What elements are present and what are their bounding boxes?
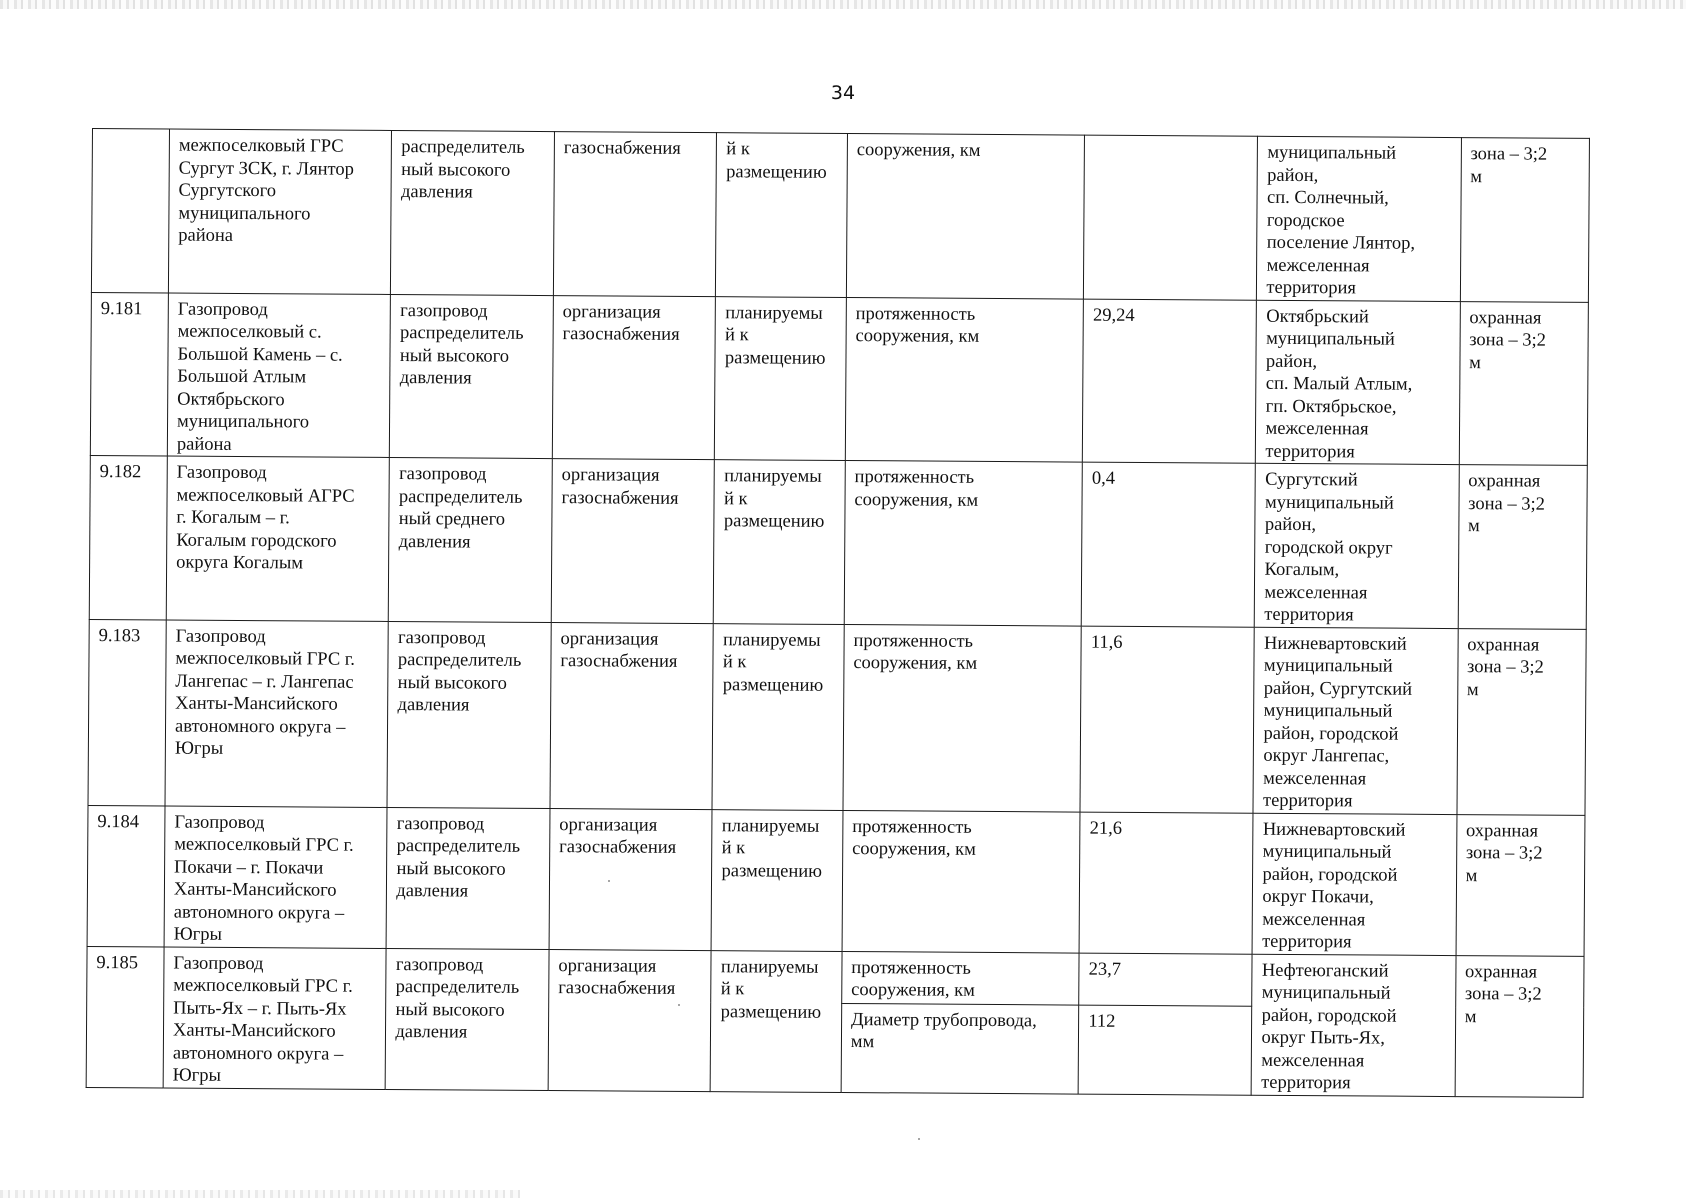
- location-line: округ Покачи,: [1262, 886, 1374, 908]
- location-line: Нижневартовский: [1264, 633, 1407, 655]
- characteristic-line: протяженность: [851, 957, 971, 979]
- object-name-line: Югры: [173, 924, 222, 945]
- status-line: й к: [721, 838, 746, 859]
- protection-zone-line: охранная: [1465, 820, 1539, 842]
- characteristic-line: сооружения, км: [853, 653, 978, 674]
- object-name-line: г. Когалым – г.: [176, 507, 290, 529]
- protection-zone-line: м: [1464, 1006, 1477, 1027]
- protection-zone-line: охранная: [1467, 634, 1540, 656]
- location-line: межселенная: [1265, 418, 1369, 440]
- location-line: Когалым,: [1264, 559, 1340, 581]
- object-type-line: распределитель: [398, 486, 523, 508]
- characteristic-cell: [842, 810, 1080, 953]
- location-line: муниципальный: [1266, 328, 1395, 350]
- location-line: городское: [1266, 210, 1345, 231]
- protection-zone-cell: [1458, 465, 1587, 629]
- protection-zone-line: м: [1470, 166, 1483, 187]
- status-cell: [712, 623, 844, 810]
- object-name-cell: [168, 129, 391, 294]
- location-line: поселение Лянтор,: [1266, 232, 1416, 254]
- table-row: [88, 619, 1586, 815]
- table-row: [89, 455, 1587, 628]
- location-line: район, городской: [1262, 864, 1398, 886]
- object-type-line: газопровод: [395, 954, 484, 976]
- location-line: сп. Малый Атлым,: [1265, 373, 1413, 395]
- object-type-cell: [386, 807, 549, 949]
- value-line: 0,4: [1091, 468, 1116, 489]
- status-line: й к: [725, 325, 749, 346]
- protection-zone-line: охранная: [1469, 307, 1542, 329]
- scan-speck: [678, 1004, 680, 1006]
- table-row: [91, 129, 1589, 302]
- characteristic-line: сооружения, км: [851, 980, 975, 1001]
- location-line: территория: [1262, 931, 1352, 953]
- protection-zone-cell: [1457, 628, 1587, 815]
- page-number: 34: [830, 82, 856, 104]
- location-line: муниципальный: [1261, 982, 1391, 1004]
- object-type-line: ный среднего: [398, 509, 506, 530]
- object-name-line: межпоселковый АГРС: [176, 485, 355, 507]
- status-line: планируемы: [725, 302, 823, 324]
- scan-speck: [918, 1138, 920, 1140]
- object-type-line: газопровод: [399, 464, 487, 485]
- status-line: планируемы: [720, 956, 819, 978]
- protection-zone-line: зона – 3;2: [1469, 330, 1547, 351]
- characteristic-line: Диаметр трубопровода,: [850, 1010, 1037, 1032]
- location-line: округ Лангепас,: [1263, 745, 1390, 767]
- location-line: сп. Солнечный,: [1266, 187, 1389, 209]
- object-type-line: распределитель: [401, 137, 525, 158]
- row-number-cell: [90, 292, 168, 456]
- protection-zone-line: м: [1467, 516, 1480, 537]
- row-number-cell: [87, 805, 165, 947]
- scan-edge-top: [0, 0, 1686, 9]
- characteristic-line: протяженность: [853, 630, 974, 652]
- value-cell: [1079, 812, 1253, 954]
- status-line: й к: [726, 139, 750, 160]
- object-type-cell: [391, 130, 555, 295]
- purpose-line: организация: [558, 955, 657, 977]
- location-line: муниципальный: [1262, 841, 1392, 863]
- object-type-cell: [386, 948, 549, 1090]
- table-row: [87, 805, 1585, 956]
- status-cell: [714, 460, 846, 624]
- object-name-line: округа Когалым: [176, 552, 304, 574]
- object-name-line: Ханты-Мансийского: [172, 1020, 336, 1042]
- value-cell: [1081, 462, 1255, 627]
- protection-zone-line: зона – 3;2: [1467, 657, 1544, 678]
- object-name-line: автономного округа –: [173, 902, 345, 924]
- row-number: 9.181: [100, 298, 143, 319]
- value-line: 112: [1088, 1011, 1116, 1032]
- object-type-line: давления: [395, 1022, 468, 1043]
- object-type-line: распределитель: [396, 836, 521, 857]
- characteristic-line: мм: [850, 1032, 875, 1053]
- scan-speck: [608, 880, 610, 882]
- purpose-cell: [548, 949, 711, 1091]
- objects-table: [86, 128, 1590, 1097]
- purpose-line: газоснабжения: [561, 487, 679, 509]
- location-line: муниципальный: [1267, 142, 1397, 164]
- location-line: муниципальный: [1263, 655, 1393, 677]
- object-name-line: Сургутского: [178, 180, 277, 202]
- characteristic-cell: [843, 624, 1082, 812]
- object-type-line: давления: [396, 881, 469, 902]
- purpose-line: газоснабжения: [559, 837, 677, 858]
- location-line: округ Пыть-Ях,: [1261, 1027, 1385, 1049]
- object-name-line: Югры: [174, 738, 224, 759]
- location-line: район,: [1264, 514, 1317, 536]
- purpose-cell: [552, 295, 716, 460]
- purpose-line: газоснабжения: [563, 138, 681, 159]
- status-cell: [715, 296, 847, 460]
- protection-zone-cell: [1459, 301, 1588, 465]
- location-line: территория: [1266, 277, 1356, 299]
- object-name-line: района: [176, 434, 232, 455]
- object-name-line: муниципального: [176, 411, 310, 433]
- characteristic-line: протяженность: [855, 303, 976, 325]
- location-line: муниципальный: [1263, 700, 1393, 722]
- protection-zone-line: зона – 3;2: [1468, 493, 1545, 515]
- object-name-line: Газопровод: [177, 299, 268, 320]
- purpose-line: организация: [559, 814, 658, 836]
- row-number: 9.185: [96, 952, 139, 973]
- table-body: [86, 129, 1589, 1097]
- purpose-line: газоснабжения: [560, 651, 678, 672]
- value-cell: [1083, 299, 1257, 464]
- object-name-line: Газопровод: [175, 626, 266, 647]
- characteristic-line: сооружения, км: [855, 326, 980, 347]
- diameter-characteristic-cell: [841, 1003, 1079, 1093]
- object-type-line: ный высокого: [399, 345, 510, 367]
- purpose-cell: [550, 622, 714, 809]
- object-type-line: давления: [399, 368, 472, 389]
- protection-zone-line: м: [1466, 679, 1479, 700]
- location-line: территория: [1265, 441, 1355, 462]
- status-line: й к: [722, 652, 747, 673]
- location-line: район,: [1265, 351, 1318, 372]
- location-line: территория: [1264, 604, 1354, 626]
- characteristic-line: сооружения, км: [856, 140, 981, 161]
- object-type-line: давления: [397, 695, 470, 716]
- purpose-line: организация: [560, 628, 659, 650]
- location-line: район, городской: [1263, 723, 1399, 745]
- row-number: 9.182: [99, 462, 142, 483]
- location-cell: [1255, 463, 1459, 628]
- location-line: межселенная: [1264, 582, 1368, 603]
- purpose-line: организация: [562, 301, 661, 323]
- location-line: район, городской: [1261, 1005, 1397, 1027]
- object-name-line: Большой Камень – с.: [177, 344, 343, 366]
- object-name-cell: [163, 946, 386, 1088]
- location-line: межселенная: [1261, 1050, 1365, 1071]
- characteristic-line: протяженность: [852, 816, 972, 838]
- object-name-cell: [166, 456, 389, 621]
- protection-zone-line: м: [1465, 865, 1478, 886]
- location-line: Нефтеюганский: [1261, 960, 1389, 982]
- location-line: гп. Октябрьское,: [1265, 396, 1397, 418]
- location-cell: [1256, 300, 1460, 465]
- value-line: 21,6: [1089, 818, 1123, 839]
- object-type-line: ный высокого: [395, 999, 505, 1021]
- purpose-line: организация: [561, 465, 660, 486]
- object-type-line: давления: [400, 182, 473, 203]
- characteristic-cell: [845, 297, 1083, 462]
- object-type-line: ный высокого: [401, 159, 511, 181]
- status-cell: [712, 809, 843, 951]
- object-type-line: газопровод: [400, 300, 488, 322]
- row-number-cell: [91, 129, 169, 293]
- location-cell: [1252, 954, 1456, 1096]
- object-name-cell: [167, 293, 390, 458]
- object-name-line: Газопровод: [173, 953, 264, 974]
- status-line: размещению: [724, 347, 826, 369]
- status-line: й к: [720, 979, 745, 1000]
- object-name-line: муниципального: [178, 203, 311, 224]
- status-cell: [711, 950, 842, 1092]
- characteristic-cell: [846, 134, 1084, 299]
- protection-zone-cell: [1455, 955, 1584, 1097]
- object-name-line: Сургут ЗСК, г. Лянтор: [178, 158, 354, 180]
- protection-zone-line: зона – 3;2: [1470, 144, 1548, 165]
- object-name-line: Газопровод: [174, 812, 265, 833]
- location-line: Сургутский: [1265, 469, 1358, 491]
- object-name-line: Ханты-Мансийского: [175, 693, 338, 715]
- protection-zone-cell: [1460, 138, 1589, 302]
- object-type-cell: [387, 621, 551, 808]
- location-line: Октябрьский: [1266, 306, 1369, 327]
- status-line: й к: [723, 488, 748, 509]
- object-type-line: распределитель: [395, 977, 520, 998]
- object-name-line: Пыть-Ях – г. Пыть-Ях: [173, 998, 347, 1020]
- object-type-line: газопровод: [397, 627, 486, 649]
- status-cell: [716, 133, 848, 297]
- status-line: планируемы: [721, 815, 820, 837]
- characteristic-cell: [842, 951, 1080, 1005]
- location-line: муниципальный: [1264, 492, 1394, 514]
- value-line: 23,7: [1088, 959, 1122, 980]
- object-type-line: ный высокого: [397, 672, 507, 694]
- object-name-line: Ханты-Мансийского: [173, 879, 337, 901]
- status-line: размещению: [726, 161, 827, 183]
- characteristic-line: сооружения, км: [854, 489, 979, 511]
- protection-zone-line: зона – 3;2: [1464, 984, 1542, 1005]
- row-number: 9.184: [97, 811, 140, 832]
- row-number-cell: [89, 455, 167, 619]
- status-line: размещению: [721, 860, 823, 882]
- characteristic-line: сооружения, км: [852, 839, 976, 860]
- object-name-line: Покачи – г. Покачи: [174, 857, 324, 879]
- location-line: район, Сургутский: [1263, 678, 1413, 700]
- characteristic-cell: [844, 461, 1082, 626]
- status-line: размещению: [723, 511, 825, 532]
- location-line: территория: [1261, 1072, 1351, 1094]
- location-line: Нижневартовский: [1262, 819, 1406, 841]
- location-cell: [1253, 813, 1457, 955]
- row-number: 9.183: [98, 625, 141, 646]
- object-type-line: распределитель: [399, 323, 524, 344]
- scan-edge-bottom: [0, 1190, 520, 1198]
- object-name-line: Когалым городского: [176, 530, 337, 552]
- object-name-line: межпоселковый ГРС: [178, 135, 344, 157]
- purpose-cell: [549, 808, 712, 950]
- row-number-cell: [86, 946, 164, 1088]
- location-cell: [1257, 136, 1461, 301]
- location-line: межселенная: [1262, 909, 1366, 930]
- object-name-cell: [165, 620, 389, 807]
- protection-zone-line: зона – 3;2: [1465, 843, 1543, 864]
- value-line: 11,6: [1090, 632, 1123, 653]
- object-name-line: автономного округа –: [172, 1043, 344, 1065]
- object-name-cell: [164, 805, 387, 947]
- protection-zone-cell: [1456, 814, 1585, 956]
- status-line: размещению: [720, 1001, 822, 1023]
- object-name-line: межпоселковый ГРС г.: [173, 975, 353, 997]
- object-type-line: газопровод: [396, 813, 485, 835]
- object-name-line: автономного округа –: [174, 716, 346, 738]
- location-line: территория: [1262, 790, 1353, 812]
- table-row: [90, 292, 1588, 465]
- object-type-line: распределитель: [397, 650, 522, 671]
- object-type-line: давления: [398, 531, 471, 553]
- value-cell: [1084, 135, 1258, 300]
- protection-zone-line: охранная: [1465, 961, 1538, 983]
- object-name-line: Октябрьского: [177, 389, 285, 410]
- object-name-line: межпоселковый с.: [177, 321, 322, 343]
- location-cell: [1253, 627, 1457, 814]
- status-line: размещению: [722, 674, 824, 696]
- location-line: межселенная: [1263, 768, 1367, 789]
- protection-zone-line: охранная: [1468, 471, 1541, 492]
- diameter-value-cell: [1078, 1005, 1252, 1095]
- object-name-line: Лангепас – г. Лангепас: [175, 671, 354, 693]
- object-name-line: Газопровод: [176, 462, 267, 484]
- value-line: 29,24: [1092, 305, 1135, 326]
- location-line: район,: [1267, 165, 1319, 186]
- table-row: [87, 946, 1584, 1008]
- purpose-cell: [553, 132, 717, 297]
- object-name-line: Большой Атлым: [177, 366, 307, 388]
- object-type-cell: [389, 457, 553, 622]
- object-name-line: межпоселковый ГРС г.: [174, 834, 354, 856]
- value-cell: [1080, 626, 1254, 813]
- object-name-line: района: [178, 225, 234, 246]
- object-type-cell: [390, 294, 554, 459]
- characteristic-line: протяженность: [854, 467, 975, 488]
- object-name-line: Югры: [172, 1065, 222, 1086]
- object-type-line: ный высокого: [396, 858, 506, 880]
- location-line: межселенная: [1266, 255, 1370, 276]
- status-line: планируемы: [723, 629, 821, 651]
- row-number-cell: [88, 619, 166, 806]
- purpose-line: газоснабжения: [558, 978, 676, 999]
- location-line: городской округ: [1264, 537, 1393, 559]
- purpose-line: газоснабжения: [562, 324, 680, 345]
- object-name-line: межпоселковый ГРС г.: [175, 648, 356, 670]
- status-line: планируемы: [724, 466, 822, 487]
- protection-zone-line: м: [1469, 352, 1481, 373]
- purpose-cell: [551, 459, 715, 624]
- value-cell: [1079, 953, 1253, 1007]
